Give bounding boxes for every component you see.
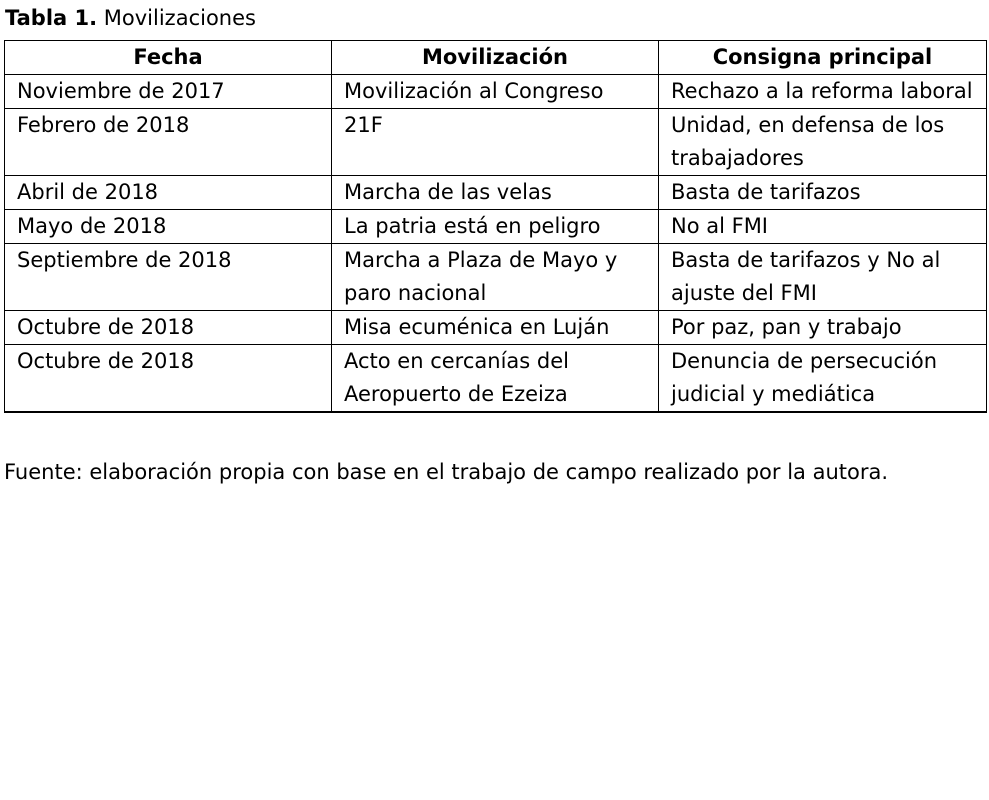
cell-consigna: Basta de tarifazos y No al ajuste del FMI bbox=[659, 244, 987, 311]
cell-movilizacion: Marcha de las velas bbox=[332, 176, 659, 210]
cell-fecha: Septiembre de 2018 bbox=[5, 244, 332, 311]
header-consigna: Consigna principal bbox=[659, 41, 987, 75]
cell-consigna: Unidad, en defensa de los trabajadores bbox=[659, 109, 987, 176]
cell-movilizacion: Movilización al Congreso bbox=[332, 75, 659, 109]
table-row bbox=[5, 311, 987, 345]
cell-fecha: Febrero de 2018 bbox=[5, 109, 332, 176]
cell-fecha: Octubre de 2018 bbox=[5, 345, 332, 413]
table-row bbox=[5, 109, 987, 176]
table-row bbox=[5, 75, 987, 109]
table-caption-title: Movilizaciones bbox=[103, 6, 256, 30]
table-row bbox=[5, 244, 987, 311]
header-fecha: Fecha bbox=[5, 41, 332, 75]
cell-consigna: Rechazo a la reforma laboral bbox=[659, 75, 987, 109]
cell-movilizacion: Acto en cercanías del Aeropuerto de Ezeiza bbox=[332, 345, 659, 413]
table-row bbox=[5, 210, 987, 244]
cell-fecha: Mayo de 2018 bbox=[5, 210, 332, 244]
cell-fecha: Octubre de 2018 bbox=[5, 311, 332, 345]
table-caption bbox=[5, 4, 256, 32]
cell-consigna: Por paz, pan y trabajo bbox=[659, 311, 987, 345]
table-source-note: Fuente: elaboración propia con base en el trabajo de campo realizado por la autora. bbox=[4, 460, 889, 484]
table-row bbox=[5, 176, 987, 210]
cell-fecha: Abril de 2018 bbox=[5, 176, 332, 210]
header-movilizacion: Movilización bbox=[332, 41, 659, 75]
cell-consigna: Basta de tarifazos bbox=[659, 176, 987, 210]
table-row bbox=[5, 345, 987, 413]
table-header-row bbox=[5, 41, 987, 75]
cell-movilizacion: 21F bbox=[332, 109, 659, 176]
cell-movilizacion: Misa ecuménica en Luján bbox=[332, 311, 659, 345]
cell-movilizacion: La patria está en peligro bbox=[332, 210, 659, 244]
cell-consigna: No al FMI bbox=[659, 210, 987, 244]
cell-fecha: Noviembre de 2017 bbox=[5, 75, 332, 109]
cell-consigna: Denuncia de persecución judicial y mediática bbox=[659, 345, 987, 413]
cell-movilizacion: Marcha a Plaza de Mayo y paro nacional bbox=[332, 244, 659, 311]
movilizaciones-table bbox=[4, 40, 987, 413]
table-caption-label: Tabla 1. bbox=[5, 6, 98, 30]
